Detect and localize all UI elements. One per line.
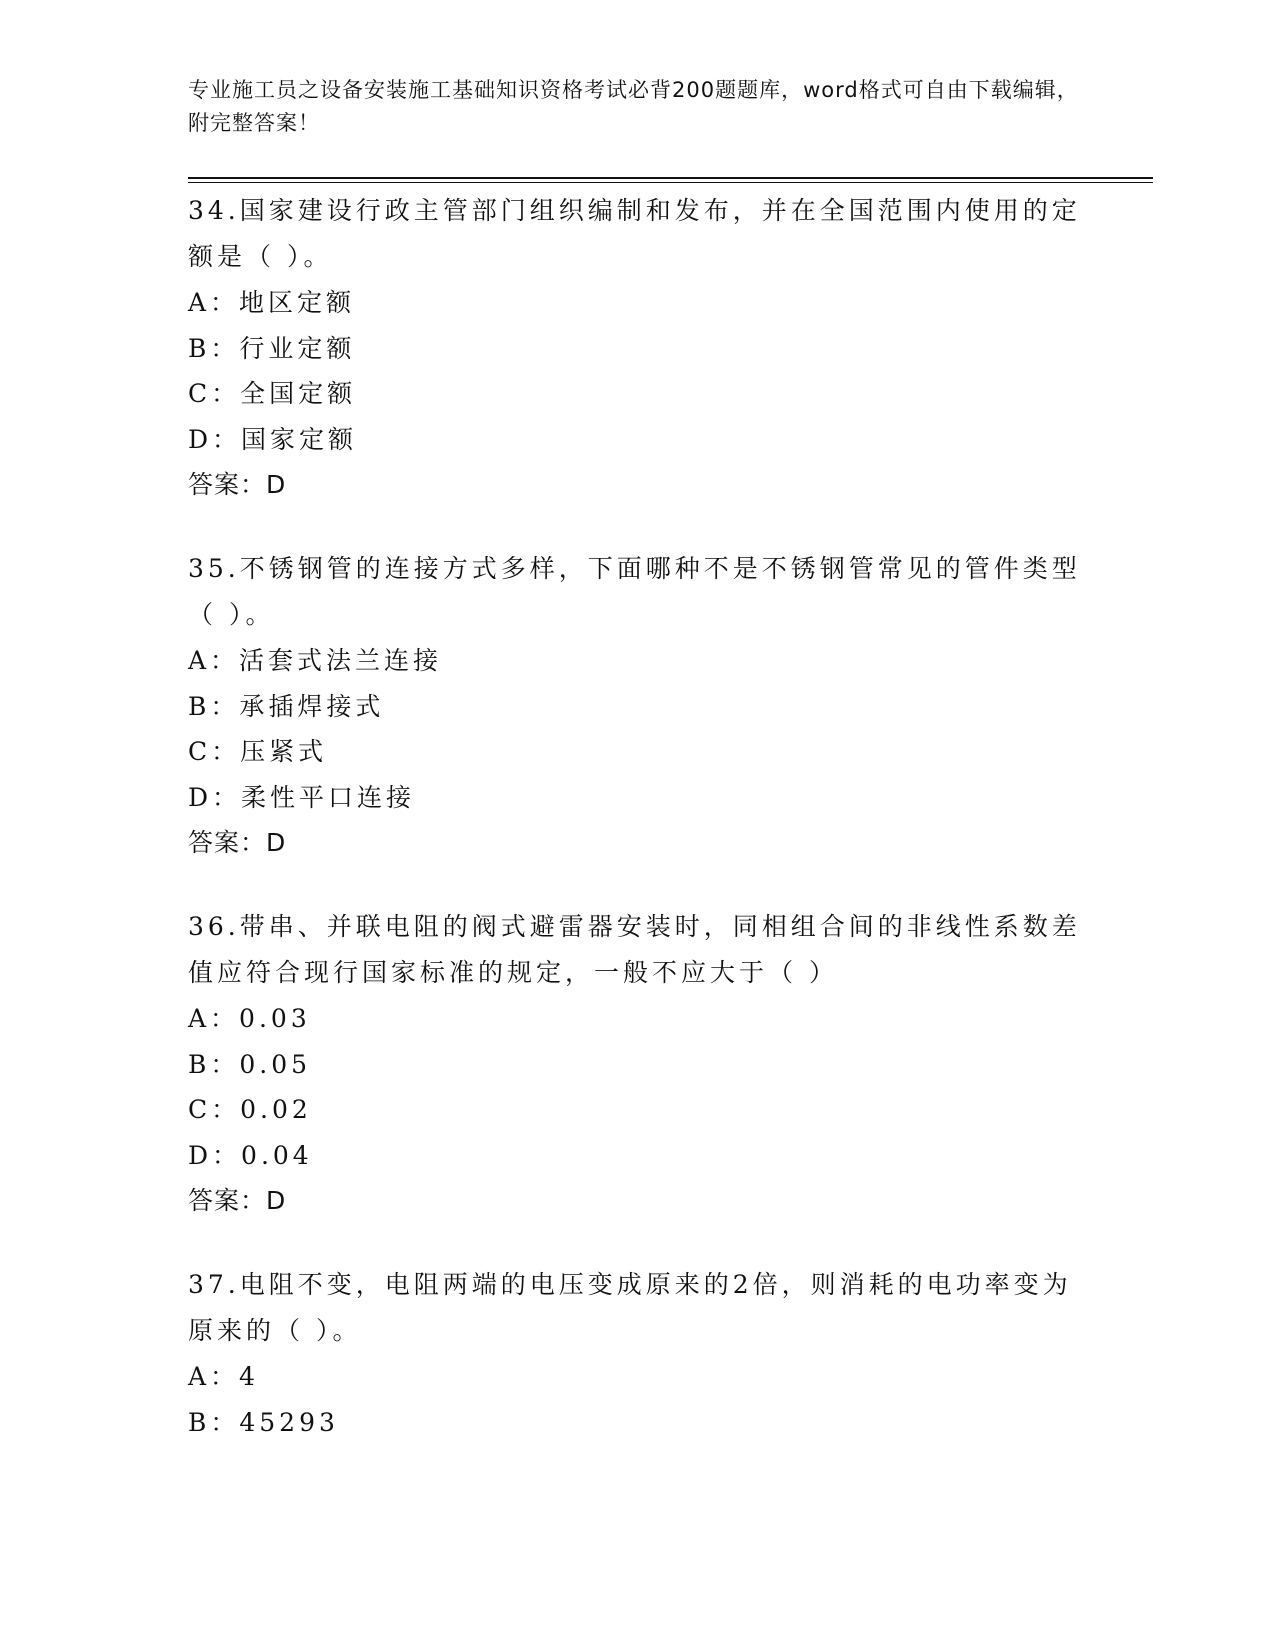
option-a: A：4 [188, 1362, 259, 1391]
option-c: C：全国定额 [188, 379, 357, 408]
question-stem: 36.带串、并联电阻的阀式避雷器安装时，同相组合间的非线性系数差值应符合现行国家标准的规定，一般不应大于（ ） [188, 912, 1081, 987]
option-b: B：承插焊接式 [188, 691, 385, 721]
option-c: C：0.02 [188, 1095, 312, 1124]
header-divider-thin [188, 182, 1153, 183]
answer-line: 答案：D [188, 1186, 287, 1215]
option-a: A：0.03 [188, 1004, 311, 1033]
question-36 [188, 904, 1088, 1224]
answer-line: 答案：D [188, 828, 287, 857]
option-c: C：压紧式 [188, 737, 328, 766]
option-b: B：45293 [188, 1407, 339, 1437]
option-a: A：地区定额 [188, 288, 356, 317]
option-b: B：0.05 [188, 1049, 312, 1079]
option-b: B：行业定额 [188, 333, 356, 363]
question-37 [188, 1262, 1088, 1445]
question-34 [188, 188, 1088, 508]
option-d: D：0.04 [188, 1140, 313, 1170]
header-divider-thick [188, 177, 1153, 179]
document-header: 专业施工员之设备安装施工基础知识资格考试必背200题题库，word格式可自由下载编辑，附完整答案！ [188, 78, 1079, 135]
option-d: D：柔性平口连接 [188, 782, 416, 812]
answer-line: 答案：D [188, 470, 287, 499]
option-a: A：活套式法兰连接 [188, 646, 443, 675]
question-35 [188, 546, 1088, 866]
option-d: D：国家定额 [188, 424, 358, 454]
question-stem: 37.电阻不变，电阻两端的电压变成原来的2倍，则消耗的电功率变为原来的（ ）。 [188, 1270, 1072, 1345]
question-list [188, 188, 1088, 1483]
question-stem: 35.不锈钢管的连接方式多样，下面哪种不是不锈钢管常见的管件类型（ ）。 [188, 554, 1081, 629]
question-stem: 34.国家建设行政主管部门组织编制和发布，并在全国范围内使用的定额是（ ）。 [188, 196, 1081, 271]
